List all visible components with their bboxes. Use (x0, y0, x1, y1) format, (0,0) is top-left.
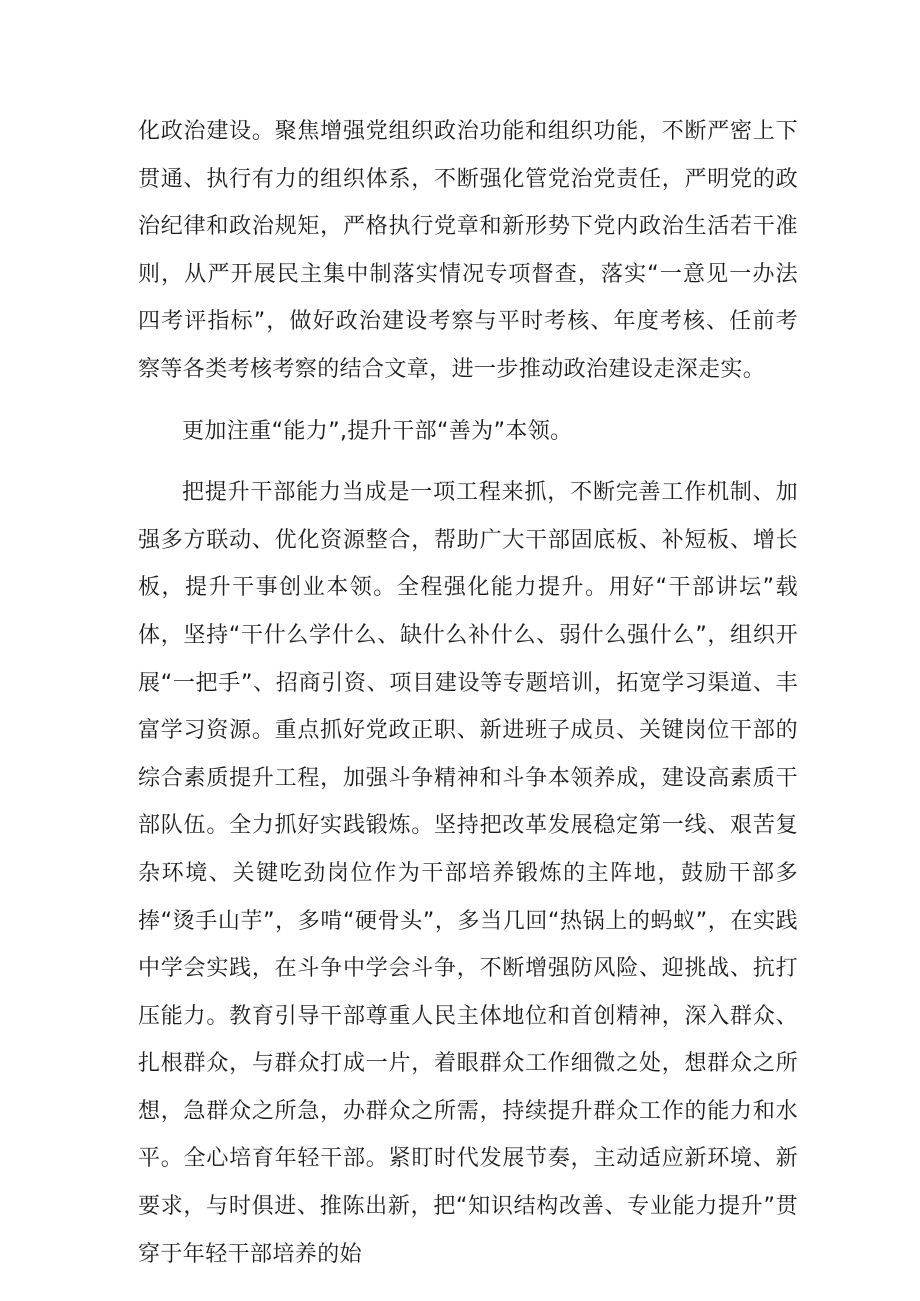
paragraph-ability-improvement: 把提升干部能力当成是一项工程来抓，不断完善工作机制、加强多方联动、优化资源整合，帮助广大干部固底板、补短板、增长板，提升干事创业本领。全程强化能力提升。用好“干部讲坛”载体，坚持“干什么学什么、缺什么补什么、弱什么强什么”，组织开展“一把手”、招商引资、项目建设等专题培训，拓宽学习渠道、丰富学习资源。重点抓好党政正职、新进班子成员、关键岗位干部的综合素质提升工程，加强斗争精神和斗争本领养成，建设高素质干部队伍。全力抓好实践锻炼。坚持把改革发展稳定第一线、艰苦复杂环境、关键吃劲岗位作为干部培养锻炼的主阵地，鼓励干部多捧“烫手山芋”，多啃“硬骨头”，多当几回“热锅上的蚂蚁”，在实践中学会实践，在斗争中学会斗争，不断增强防风险、迎挑战、抗打压能力。教育引导干部尊重人民主体地位和首创精神，深入群众、扎根群众，与群众打成一片，着眼群众工作细微之处，想群众之所想，急群众之所急，办群众之所需，持续提升群众工作的能力和水平。全心培育年轻干部。紧盯时代发展节奏，主动适应新环境、新要求，与时俱进、推陈出新，把“知识结构改善、专业能力提升”贯穿于年轻干部培养的始 (138, 480, 798, 1267)
section-heading-ability: 更加注重“能力”,提升干部“善为”本领。 (182, 418, 573, 444)
document-body (138, 108, 798, 1292)
paragraph-political-construction: 化政治建设。聚焦增强党组织政治功能和组织功能，不断严密上下贯通、执行有力的组织体系，不断强化管党治党责任，严明党的政治纪律和政治规矩，严格执行党章和新形势下党内政治生活若干准则，从严开展民主集中制落实情况专项督查，落实“一意见一办法四考评指标”，做好政治建设考察与平时考核、年度考核、任前考察等各类考核考察的结合文章，进一步推动政治建设走深走实。 (138, 119, 798, 382)
